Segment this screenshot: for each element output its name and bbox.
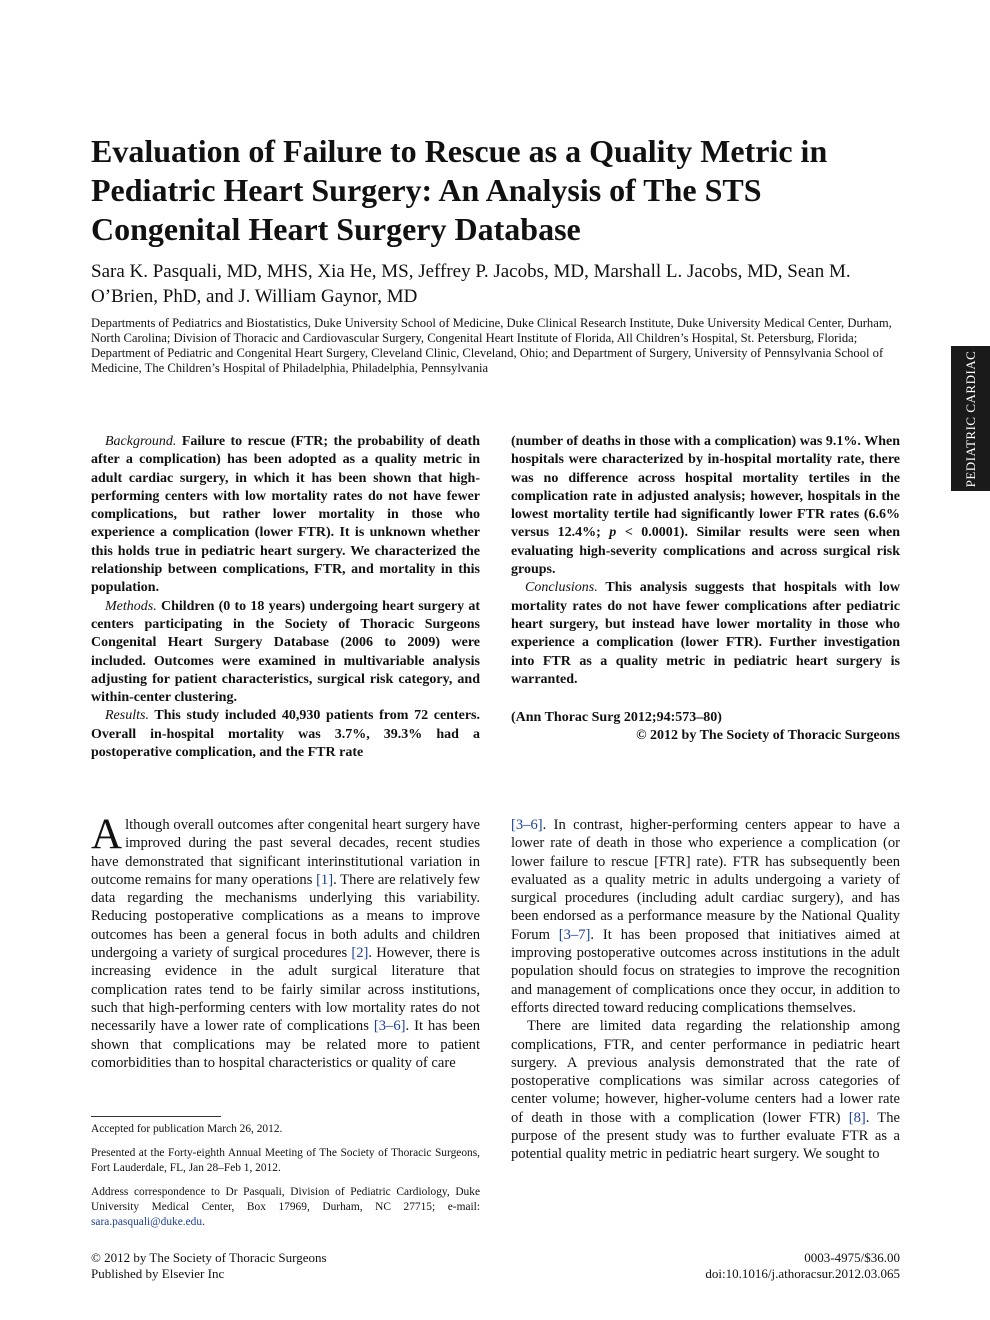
reference-link-2[interactable]: [2]: [351, 945, 369, 962]
footer-right: [600, 1250, 900, 1282]
abstract-conclusions-text: This analysis suggests that hospitals with low mortality rates do not have fewer complications after pediatric heart surgery, but instead have lower mortality in those who experience a complication (lower FTR). Further investigation into FTR as a quality metric in pediatric heart surgery is warranted.: [511, 580, 900, 687]
footer-publisher: Published by Elsevier Inc: [91, 1266, 225, 1281]
abstract-results-text-a: This study included 40,930 patients from 72 centers. Overall in-hospital mortality was 3.7%, 39.3% had a postoperative complication, and the FTR rate: [91, 708, 481, 761]
drop-cap: A: [91, 811, 123, 858]
abstract-background-heading: Background.: [105, 434, 177, 449]
abstract-results-p-symbol: p: [609, 525, 617, 541]
footnote-presented: Presented at the Forty-eighth Annual Meeting of The Society of Thoracic Surgeons, Fort Lauderdale, FL, Jan 28–Feb 1, 2012.: [91, 1147, 480, 1174]
abstract-copyright: © 2012 by The Society of Thoracic Surgeons: [636, 728, 900, 744]
footer-left: [91, 1250, 327, 1282]
abstract-results-part2: [511, 433, 900, 579]
footnote-address: [91, 1185, 480, 1230]
body-text: . It has been proposed that initiatives aimed at improving postoperative outcomes across institutions in the adult population should focus on strategies to improve the recognition and management of complications once they occur, in addition to efforts directed toward reducing complications themselves.: [511, 926, 900, 1016]
reference-link-8[interactable]: [8]: [848, 1109, 866, 1126]
body-text: . In contrast, higher-performing centers appear to have a lower rate of death in those who experience a complication (or lower failure to rescue [FTR] rate). FTR has subsequently been evaluated as a quality metric in adults undergoing a variety of surgical procedures (including adult cardiac surgery), and has been endorsed as a performance measure by the National Quality Forum: [511, 817, 900, 943]
abstract-results-text-b2: < 0.0001). Similar results were seen when evaluating high-severity complications and across surgical risk groups.: [511, 525, 901, 578]
section-tab-label: PEDIATRIC CARDIAC: [962, 350, 978, 487]
footnote-divider: [91, 1116, 221, 1117]
abstract-methods-heading: Methods.: [105, 598, 157, 614]
body-text: lthough overall outcomes after congenital heart surgery have improved during the past several decades, recent studies have demonstrated that significant interinstitutional variation in outcome remains for many operations: [91, 817, 480, 888]
footnote-address-text: Address correspondence to Dr Pasquali, Division of Pediatric Cardiology, Duke University Medical Center, Box 17969, Durham, NC 27715; e-mail:: [91, 1186, 480, 1213]
footnote-accepted: Accepted for publication March 26, 2012.: [91, 1123, 283, 1135]
reference-link-3-6b[interactable]: [3–6]: [511, 817, 543, 833]
body-right-column: [511, 816, 900, 1164]
body-left-column: [91, 811, 480, 1072]
abstract-background-text: Failure to rescue (FTR; the probability of death after a complication) has been adopted as a quality metric in adult cardiac surgery, in which it has been shown that high-performing centers with low mortality rates do not have fewer complications, but rather lower mortality in those who experience a complication (lower FTR). It is unknown whether this holds true in pediatric heart surgery. We characterized the relationship between complications, FTR, and mortality in this population.: [91, 434, 481, 596]
body-paragraph-1b: [511, 816, 900, 1017]
reference-link-3-6[interactable]: [3–6]: [373, 1018, 406, 1035]
body-text: There are limited data regarding the relationship among complications, FTR, and center performance in pediatric heart surgery. A previous analysis demonstrated that the rate of postoperative complications was similar across categories of center volume; however, higher-volume centers had a lower rate of death in those with a complication (lower FTR): [511, 1018, 900, 1126]
abstract-results-part1: [91, 707, 480, 762]
email-link[interactable]: sara.pasquali@duke.edu: [91, 1216, 203, 1228]
abstract-methods-text: Children (0 to 18 years) undergoing heart surgery at centers participating in the Society of Thoracic Surgeons Congenital Heart Surgery Database (2006 to 2009) were included. Outcomes were examined in multivariable analysis adjusting for patient characteristics, surgical risk category, and within-center clustering.: [91, 598, 480, 706]
body-paragraph-1a: [91, 811, 480, 1072]
reference-link-3-7[interactable]: [3–7]: [558, 926, 591, 943]
abstract-methods: [91, 598, 480, 708]
footer-doi: doi:10.1016/j.athoracsur.2012.03.065: [705, 1266, 900, 1281]
section-tab: [951, 346, 990, 491]
body-text: . The purpose of the present study was to further evaluate FTR as a potential quality metric in pediatric heart surgery. We sought to: [511, 1109, 900, 1163]
affiliations: Departments of Pediatrics and Biostatistics, Duke University School of Medicine, Duke Clinical Research Institute, Duke University Medical Center, Durham, North Carolina; Division of Thoracic and Cardiovascular Surgery, Congenital Heart Institute of Florida, All Children’s Hospital, St. Petersburg, Florida; Department of Pediatric and Congenital Heart Surgery, Cleveland Clinic, Cleveland, Ohio; and Department of Surgery, University of Pennsylvania School of Medicine, The Children’s Hospital of Philadelphia, Philadelphia, Pennsylvania: [91, 316, 892, 375]
footer-price: 0003-4975/$36.00: [804, 1250, 900, 1265]
author-list: Sara K. Pasquali, MD, MHS, Xia He, MS, Jeffrey P. Jacobs, MD, Marshall L. Jacobs, MD, Sean M. O’Brien, PhD, and J. William Gaynor, MD: [91, 261, 851, 307]
abstract-right-column: [511, 433, 900, 746]
footer-copyright: © 2012 by The Society of Thoracic Surgeons: [91, 1250, 327, 1265]
body-text: . There are relatively few data regarding the mechanisms underlying this variability. Reducing postoperative complications as a means to improve outcomes has been a general focus in both adults and children undergoing a variety of surgical procedures: [91, 871, 480, 962]
reference-link-1[interactable]: [1]: [316, 871, 334, 888]
body-text: . However, there is increasing evidence in the adult surgical literature that complication rates tend to be fairly similar across institutions, such that high-performing centers with low mortality rates do not necessarily have a lower rate of complications: [91, 945, 480, 1035]
footnote-address-end: .: [202, 1216, 205, 1228]
body-text: . It has been shown that complications may be related more to patient comorbidities than to hospital characteristics or quality of care: [91, 1018, 480, 1071]
abstract-background: [91, 433, 480, 598]
abstract-conclusions-heading: Conclusions.: [525, 580, 598, 596]
abstract-results-text-b1: (number of deaths in those with a complication) was 9.1%. When hospitals were characterized by in-hospital mortality rate, there was no difference across hospital mortality tertiles in the complication rate in adjusted analysis; however, hospitals in the lowest mortality tertile had significantly lower FTR rates (6.6% versus 12.4%;: [511, 434, 900, 541]
abstract-conclusions: [511, 579, 900, 689]
abstract-results-heading: Results.: [105, 708, 149, 724]
abstract-citation: (Ann Thorac Surg 2012;94:573–80): [511, 710, 722, 726]
article-title: Evaluation of Failure to Rescue as a Quality Metric in Pediatric Heart Surgery: An Analysis of The STS Congenital Heart Surgery Database: [91, 133, 828, 247]
body-paragraph-2: [511, 1017, 900, 1163]
footnotes: [91, 1122, 480, 1239]
abstract-left-column: [91, 433, 480, 762]
